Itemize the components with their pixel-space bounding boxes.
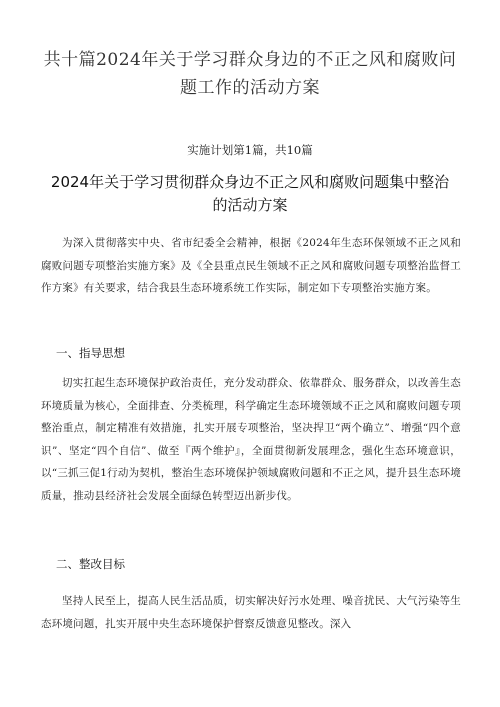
document-subtitle: 实施计划第1篇，共10篇 [187,143,313,157]
article-title: 2024年关于学习贯彻群众身边不正之风和腐败问题集中整治的活动方案 [50,173,450,214]
section-body-guiding-ideology: 切实扛起生态环境保护政治责任，充分发动群众、依靠群众、服务群众，以改善生态环境质量为核心，全面排查、分类梳理，科学确定生态环境领域不正之风和腐败问题专项整治重点，制定精准有效措施，扎实开展专项整治，坚决捍卫“两个确立”、增强“四个意识”、坚定“四个自信”、做至『两个维护』，全面贯彻新发展理念，强化生态环境意识，以“三抓三促1行动为契机，整治生态环境保护领域腐败问题和不正之风，提升县生态环境质量，推动县经济社会发展全面绿色转型迈出新步伐。 [41,377,461,502]
document-title: 共十篇2024年关于学习群众身边的不正之风和腐败问题工作的活动方案 [43,50,457,98]
section-body-rectification-goals: 坚持人民至上，提高人民生活品质，切实解决好污水处理、噪音扰民、大气污染等生态环境问题，扎实开展中央生态环境保护督察反馈意见整改。深入 [41,595,461,630]
section-heading-guiding-ideology: 一、指导思想 [56,346,125,360]
section-heading-rectification-goals: 二、整改目标 [56,557,125,571]
intro-paragraph: 为深入贯彻落实中央、省市纪委全会精神，根据《2024年生态环保领域不正之风和腐败问题专项整治实施方案》及《全县重点民生领域不正之风和腐败问题专项整治监督工作方案》有关要求，结合我县生态环境系统工作实际，制定如下专项整治实施方案。 [41,237,461,294]
